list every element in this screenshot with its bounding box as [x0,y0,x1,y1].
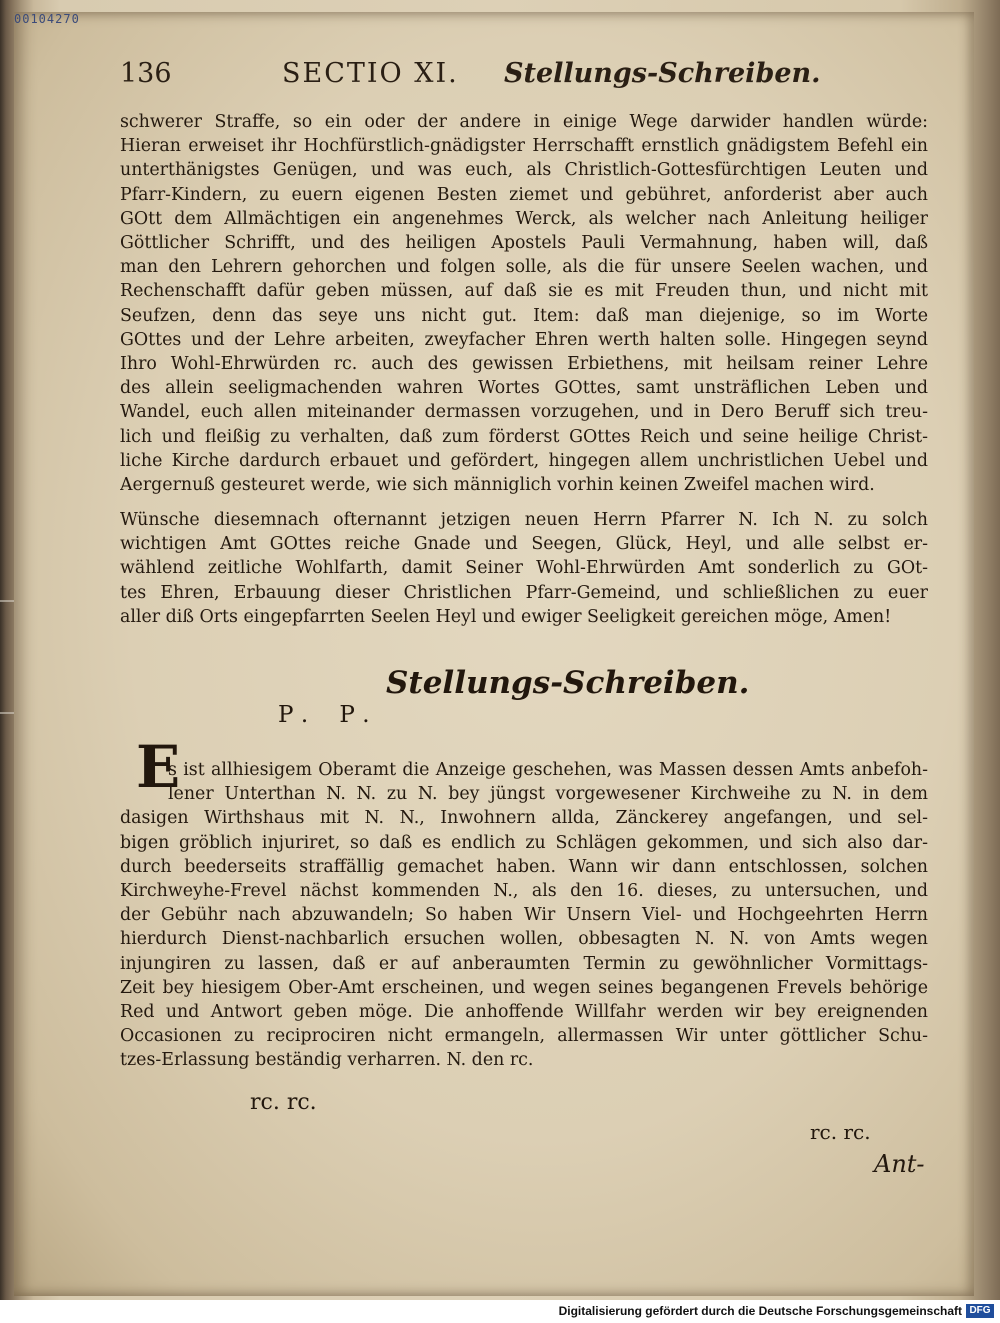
text-line: tzes-Erlassung beständig verharren. N. den rc. [120,1050,534,1071]
text-line: wichtigen Amt GOttes reiche Gnade und Seegen, Glück, Heyl, und alle selbst er- [120,534,928,555]
funding-credit: Digitalisierung gefördert durch die Deutsche Forschungsgemeinschaft [558,1304,962,1318]
text-line: Pfarr-Kindern, zu euern eigenen Besten ziemet und gebühret, anforderist aber auch [120,184,928,205]
section-label: SECTIO XI. [282,58,459,89]
text-line: lich und fleißig zu verhalten, daß zum förderst GOttes Reich und seine heilige Christ- [120,426,928,447]
catchword: Ant- [874,1150,925,1178]
header-title: Stellungs-Schreiben. [504,58,821,89]
text-line: durch beederseits straffällig gemachet haben. Wann wir dann entschlossen, solchen [120,856,928,877]
text-line: Hieran erweiset ihr Hochfürstlich-gnädigster Herrschafft ernstlich gnädigstem Befehl ein [120,136,928,157]
text-line: Aergernuß gesteuret werde, wie sich männiglich vorhin keinen Zweifel machen wird. [120,475,875,496]
paragraph-1 [120,110,928,497]
text-line: GOttes und der Lehre arbeiten, zweyfacher Ehren werth halten solle. Hingegen seynd [120,329,928,350]
text-line: Occasionen zu reciprociren nicht ermangeln, allermassen Wir unter göttlicher Schu- [120,1026,928,1047]
text-line: Wünsche diesemnach ofternannt jetzigen neuen Herrn Pfarrer N. Ich N. zu solch [120,510,928,530]
text-line: Wandel, euch allen miteinander dermassen vorzugehen, und in Dero Beruff sich treu- [120,402,928,423]
page-number: 136 [120,58,172,89]
text-line: liche Kirche dardurch erbauet und gefördert, hingegen allem unchristlichen Uebel und [120,450,928,471]
text-line: wählend zeitliche Wohlfarth, damit Seiner Wohl-Ehrwürden Amt sonderlich zu GOt- [120,558,928,579]
dfg-logo: DFG [966,1304,994,1318]
text-line: man den Lehrern gehorchen und folgen solle, als die für unsere Seelen wachen, und [120,257,928,278]
text-line: unterthänigstes Genügen, und was euch, als Christlich-Gottesfürchtigen Leuten und [120,160,928,181]
text-line: aller diß Orts eingepfarrten Seelen Heyl und ewiger Seeligkeit gereichen möge, Amen! [120,606,892,627]
letter-title: Stellungs-Schreiben. [386,665,750,701]
text-line: Red und Antwort geben möge. Die anhoffende Willfahr werden wir bey ereignenden [120,1002,928,1023]
text-line: lener Unterthan N. N. zu N. bey jüngst vorgewesener Kirchweihe zu N. in dem [168,784,928,805]
salutation: P. P. [278,702,382,728]
paragraph-2 [120,508,928,629]
scan-stamp: 00104270 [14,12,80,26]
closing-left: rc. rc. [250,1090,317,1115]
closing-right: rc. rc. [810,1120,871,1144]
drop-cap: E [136,733,181,801]
footer-bar [0,1300,1000,1323]
text-line: Seufzen, denn das seye uns nicht gut. Item: daß man diejenige, so im Worte [120,305,928,326]
text-line: Kirchweyhe-Frevel nächst kommenden N., als den 16. dieses, zu untersuchen, und [120,881,928,902]
text-line: tes Ehren, Erbauung dieser Christlichen Pfarr-Gemeind, und schließlichen zu euer [120,582,928,603]
text-line: GOtt dem Allmächtigen ein angenehmes Werck, als welcher nach Anleitung heiliger [120,208,928,229]
running-header [112,58,832,98]
text-line: Göttlicher Schrifft, und des heiligen Apostels Pauli Vermahnung, haben will, daß [120,233,928,254]
text-line: der Gebühr nach abzuwandeln; So haben Wir Unsern Viel- und Hochgeehrten Herrn [120,905,928,926]
text-line: bigen gröblich injuriret, so daß es endlich zu Schlägen gekommen, und sich also dar- [120,832,928,853]
text-line: des allein seeligmachenden wahren Wortes GOttes, samt unsträflichen Leben und [120,378,928,399]
text-line: dasigen Wirthshaus mit N. N., Inwohnern allda, Zänckerey angefangen, und sel- [120,808,928,829]
text-line: Zeit bey hiesigem Ober-Amt erscheinen, und wegen seines begangenen Frevels behörige [120,977,928,998]
text-line: s ist allhiesigem Oberamt die Anzeige geschehen, was Massen dessen Amts anbefoh- [168,760,928,780]
text-line: Ihro Wohl-Ehrwürden rc. auch des gewissen Erbiethens, mit heilsam reiner Lehre [120,354,928,375]
text-line: schwerer Straffe, so ein oder der andere in einige Wege darwider handlen würde: [120,112,928,132]
text-line: injungiren zu lassen, daß er auf anberaumten Termin zu gewöhnlicher Vormittags- [120,953,928,974]
text-line: Rechenschafft dafür geben müssen, auf daß sie es mit Freuden thun, und nicht mit [120,281,928,302]
letter-body [120,758,928,1073]
text-line: hierdurch Dienst-nachbarlich ersuchen wollen, obbesagten N. N. von Amts wegen [120,929,928,950]
